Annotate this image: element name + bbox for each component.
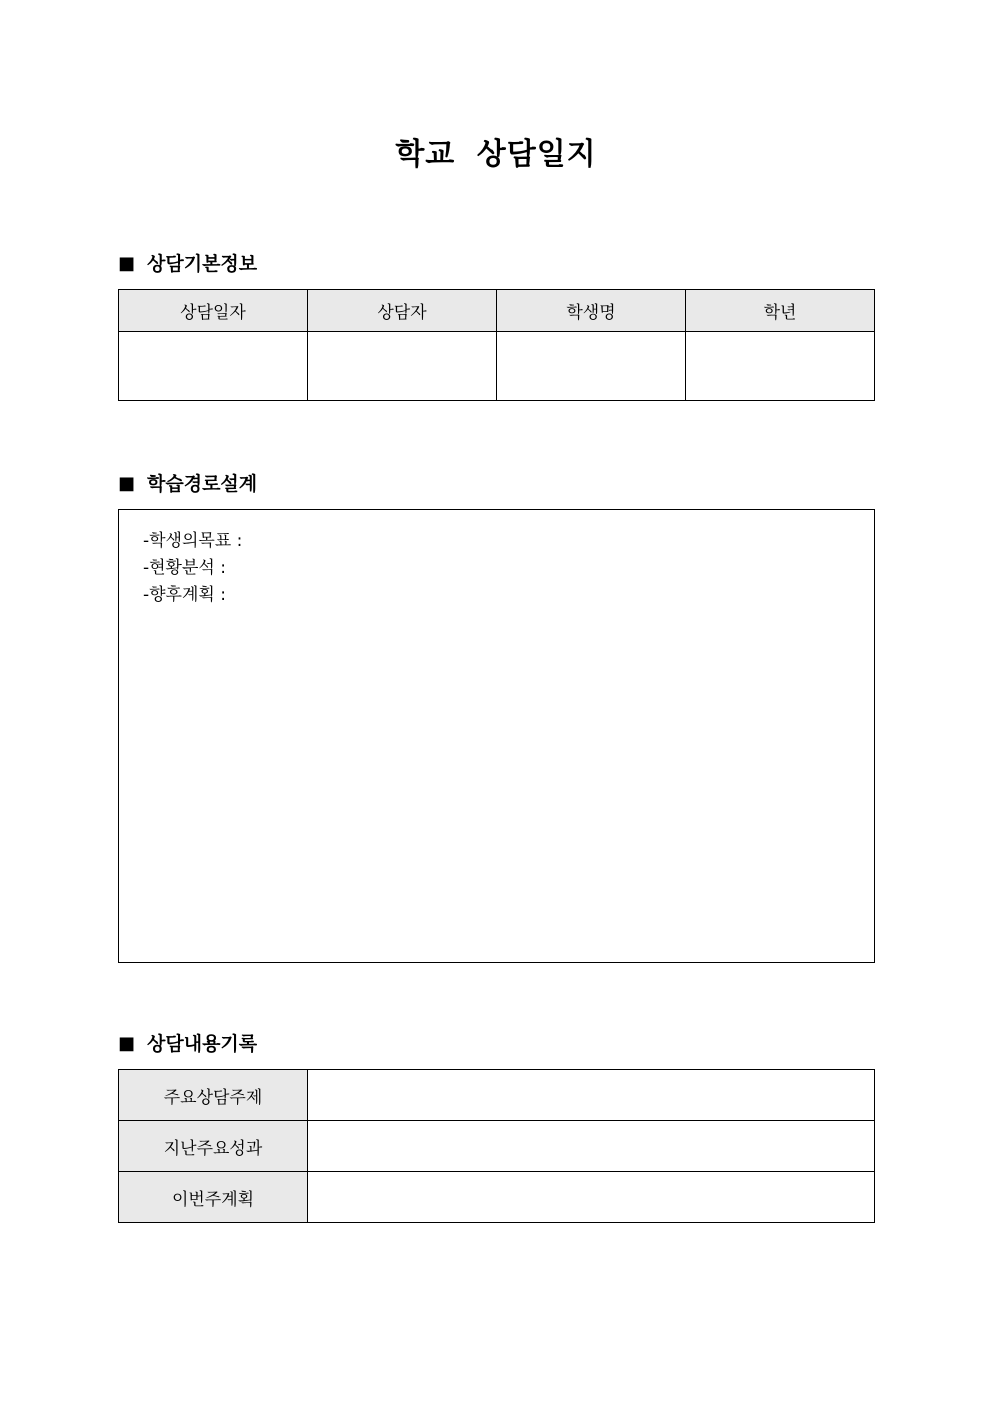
student-goal-line: -학생의목표 :	[143, 531, 243, 551]
last-week-results-label: 지난주요성과	[119, 1121, 308, 1172]
student-name-field[interactable]	[497, 332, 686, 401]
square-bullet-icon: ■	[118, 473, 136, 494]
table-row	[119, 1070, 875, 1121]
learning-path-box[interactable]	[118, 509, 875, 963]
future-plan-line: -향후계획 :	[143, 585, 226, 605]
square-bullet-icon: ■	[118, 1033, 136, 1054]
date-field[interactable]	[119, 332, 308, 401]
counselor-field[interactable]	[308, 332, 497, 401]
section-heading-basic-info	[118, 251, 257, 277]
section-title: 상담기본정보	[147, 253, 258, 275]
status-analysis-line: -현황분석 :	[143, 558, 226, 578]
table-row	[119, 332, 875, 401]
section-heading-learning-path	[118, 471, 257, 497]
table-row	[119, 1121, 875, 1172]
main-topic-label: 주요상담주제	[119, 1070, 308, 1121]
basic-info-table	[118, 289, 875, 401]
table-row	[119, 1172, 875, 1223]
main-topic-field[interactable]	[308, 1070, 875, 1121]
learning-path-lines	[143, 528, 242, 609]
grade-field[interactable]	[686, 332, 875, 401]
section-title: 상담내용기록	[147, 1033, 258, 1055]
column-header-counselor: 상담자	[308, 290, 497, 332]
column-header-date: 상담일자	[119, 290, 308, 332]
this-week-plan-label: 이번주계획	[119, 1172, 308, 1223]
column-header-grade: 학년	[686, 290, 875, 332]
column-header-student-name: 학생명	[497, 290, 686, 332]
square-bullet-icon: ■	[118, 253, 136, 274]
counsel-record-table	[118, 1069, 875, 1223]
table-header-row	[119, 290, 875, 332]
last-week-results-field[interactable]	[308, 1121, 875, 1172]
section-heading-counsel-record	[118, 1031, 257, 1057]
section-title: 학습경로설계	[147, 473, 258, 495]
this-week-plan-field[interactable]	[308, 1172, 875, 1223]
page-title: 학교 상담일지	[395, 137, 597, 172]
